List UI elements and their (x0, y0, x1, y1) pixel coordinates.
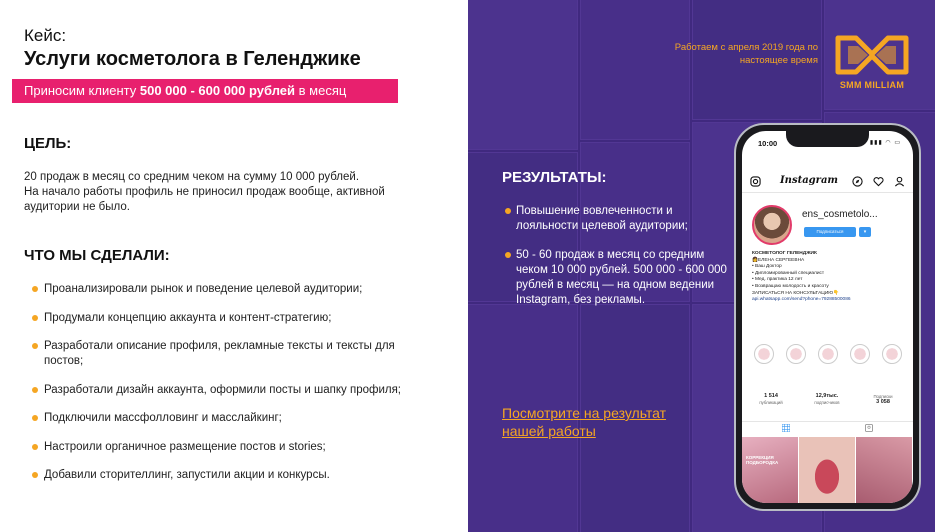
bullet-icon (505, 252, 511, 258)
right-panel (468, 0, 935, 532)
phone-time: 10:00 (758, 139, 778, 148)
stat-following[interactable]: Подписки 3 058 (873, 394, 893, 405)
heart-icon[interactable] (873, 176, 884, 187)
phone-mockup (734, 123, 921, 511)
bullet-icon (32, 315, 38, 321)
bullet-icon (505, 208, 511, 214)
list-item: Подключили массфолловинг и масслайкинг; (44, 411, 424, 426)
case-kicker: Кейс: (24, 26, 67, 45)
logo-text: SMM MILLIAM (839, 80, 905, 90)
list-item: Повышение вовлеченности и лояльности целевой аудитории; (516, 204, 736, 234)
grid-icon[interactable] (782, 424, 790, 432)
bio-line: • Ваш Доктор (752, 264, 782, 270)
profile-bio (752, 251, 907, 304)
done-heading: ЧТО МЫ СДЕЛАЛИ: (24, 247, 170, 264)
bullet-icon (32, 472, 38, 478)
revenue-banner (12, 79, 398, 103)
list-item: 50 - 60 продаж в месяц со средним чеком 10 000 рублей. 500 000 - 600 000 рублей в месяц — на одном ведении Instagram, без рекламы. (516, 248, 736, 308)
list-item: Продумали концепцию аккаунта и контент-стратегию; (44, 311, 424, 326)
story-highlight[interactable] (882, 344, 902, 364)
goal-text (24, 170, 424, 215)
goal-heading: ЦЕЛЬ: (24, 135, 72, 152)
list-item: Добавили сторителлинг, запустили акции и конкурсы. (44, 468, 424, 483)
subscribe-button[interactable]: Подписаться (804, 227, 856, 237)
see-results-link[interactable]: Посмотрите на результат нашей работы (502, 405, 667, 439)
bio-line: • Возвращаю молодость и красоту (752, 283, 829, 289)
banner-suffix: в месяц (295, 83, 347, 98)
done-list (44, 282, 424, 497)
bio-line: 👩ЕЛЕНА СЕРГЕЕВНА (752, 257, 805, 263)
since-text: Работаем с апреля 2019 года по настоящее время (674, 42, 818, 66)
list-item: Проанализировали рынок и поведение целевой аудитории; (44, 282, 424, 297)
stat-followers[interactable]: 12,9тыс. подписчиков (814, 393, 840, 405)
avatar[interactable] (752, 205, 792, 245)
profile-icon[interactable] (894, 176, 905, 187)
bullet-icon (32, 286, 38, 292)
story-highlight[interactable] (850, 344, 870, 364)
chevron-down-icon[interactable]: ▾ (859, 227, 871, 237)
goal-line: 20 продаж в месяц со средним чеком на сумму 10 000 рублей. (24, 171, 360, 183)
bullet-icon (32, 387, 38, 393)
photo-grid (742, 437, 913, 503)
bullet-icon (32, 343, 38, 349)
bio-line: • Дипломированный специалист (752, 270, 825, 276)
instagram-header (742, 171, 913, 193)
photo-caption: КОРРЕКЦИЯ ПОДБОРОДКА (746, 455, 779, 465)
bio-name: КОСМЕТОЛОГ ГЕЛЕНДЖИК (752, 251, 817, 256)
goal-line: На начало работы профиль не приносил продаж вообще, активной аудитории не было. (24, 186, 385, 213)
profile-stats (742, 393, 913, 415)
banner-prefix: Приносим клиенту (24, 83, 140, 98)
bullet-icon (32, 415, 38, 421)
camera-icon[interactable] (750, 176, 761, 187)
bio-line: • Мед. практика 12 лет (752, 277, 803, 283)
instagram-logo: Instagram (780, 175, 838, 186)
photo-thumb[interactable] (742, 437, 798, 503)
list-item: Разработали описание профиля, рекламные тексты и тексты для постов; (44, 339, 424, 369)
banner-highlight: 500 000 - 600 000 рублей (139, 83, 296, 98)
tagged-icon[interactable] (865, 424, 873, 432)
story-highlight[interactable] (786, 344, 806, 364)
story-highlight[interactable] (818, 344, 838, 364)
explore-icon[interactable] (852, 176, 863, 187)
photo-thumb[interactable] (856, 437, 912, 503)
list-item: Настроили органичное размещение постов и stories; (44, 440, 424, 455)
bio-link[interactable]: api.whatsapp.com/send?phone=79288500086 (752, 297, 851, 303)
grid-tabs (742, 421, 913, 435)
phone-screen (742, 131, 913, 503)
profile-username: ens_cosmetolo... (802, 209, 878, 220)
photo-thumb[interactable] (799, 437, 855, 503)
bio-line: ЗАПИСАТЬСЯ НА КОНСУЛЬТАЦИЮ👇 (752, 290, 840, 296)
signal-battery-icon: ▮▮▮ ◠ ▭ (869, 140, 901, 146)
list-item: Разработали дизайн аккаунта, оформили посты и шапку профиля; (44, 383, 424, 398)
story-highlight[interactable] (754, 344, 774, 364)
highlights-row (750, 344, 908, 370)
phone-notch (786, 131, 869, 147)
results-heading: РЕЗУЛЬТАТЫ: (502, 169, 607, 186)
stat-posts: 1 514 публикаций (759, 393, 783, 405)
smm-logo-icon (834, 32, 910, 78)
bullet-icon (32, 444, 38, 450)
case-title: Услуги косметолога в Геленджике (24, 48, 361, 70)
results-list (516, 204, 736, 322)
